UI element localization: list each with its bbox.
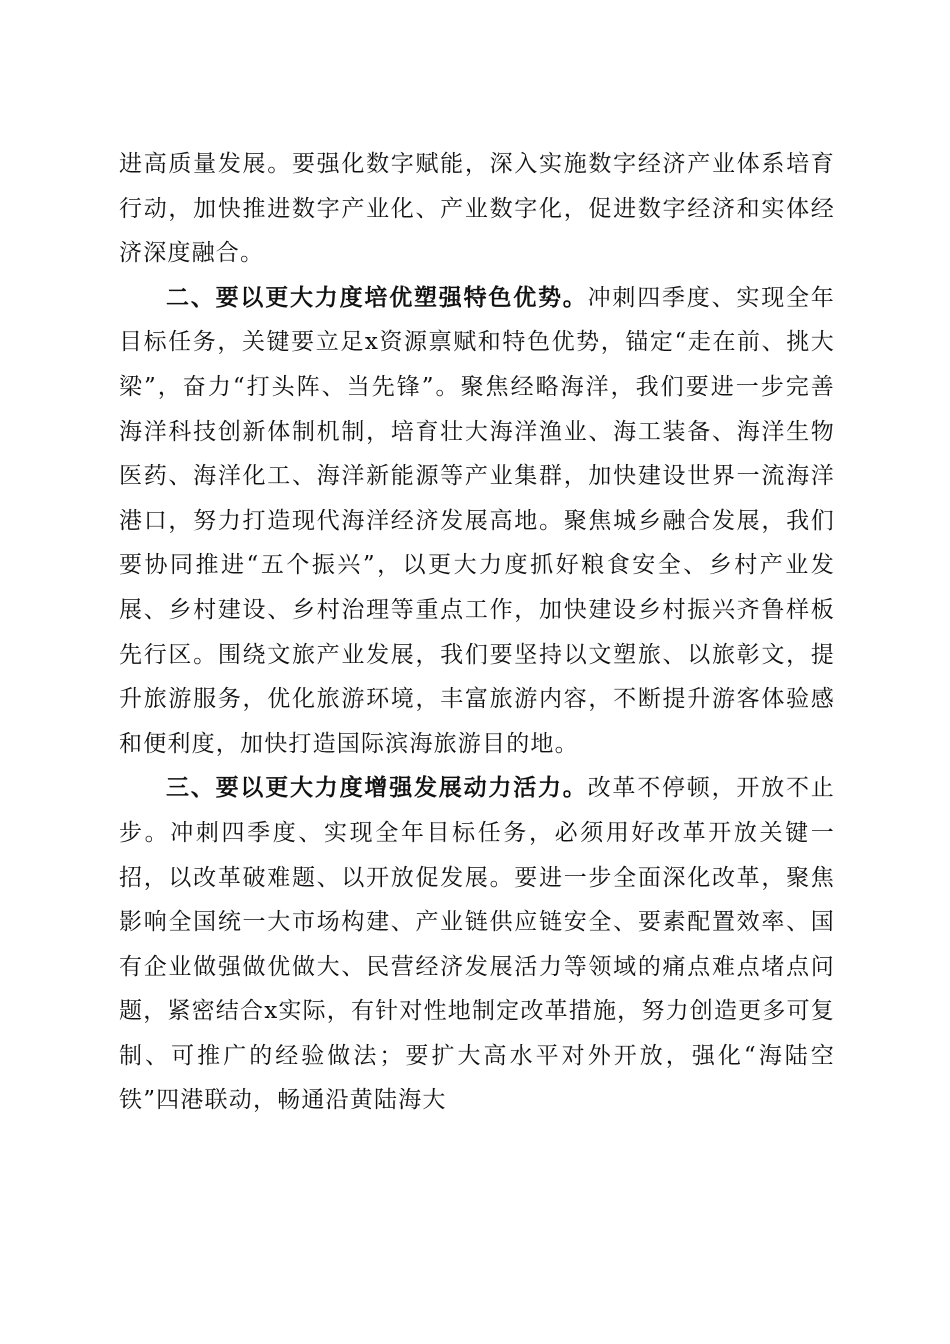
paragraph-section-three: [119, 766, 835, 1123]
document-body: [119, 142, 835, 1123]
paragraph-1-body: 进高质量发展。要强化数字赋能，深入实施数字经济产业体系培育行动，加快推进数字产业化、产业数字化，促进数字经济和实体经济深度融合。: [119, 151, 835, 267]
paragraph-3-body: 改革不停顿，开放不止步。冲刺四季度、实现全年目标任务，必须用好改革开放关键一招，以改革破难题、以开放促发展。要进一步全面深化改革，聚焦影响全国统一大市场构建、产业链供应链安全、要素配置效率、国有企业做强做优做大、民营经济发展活力等领域的痛点难点堵点问题，紧密结合x实际，有针对性地制定改革措施，努力创造更多可复制、可推广的经验做法；要扩大高水平对外开放，强化“海陆空铁”四港联动，畅通沿黄陆海大: [119, 775, 836, 1114]
paragraph-section-two: [119, 276, 835, 767]
paragraph-2-body: 冲刺四季度、实现全年目标任务，关键要立足x资源禀赋和特色优势，锚定“走在前、挑大梁”，奋力“打头阵、当先锋”。聚焦经略海洋，我们要进一步完善海洋科技创新体制机制，培育壮大海洋渔业、海工装备、海洋生物医药、海洋化工、海洋新能源等产业集群，加快建设世界一流海洋港口，努力打造现代海洋经济发展高地。聚焦城乡融合发展，我们要协同推进“五个振兴”，以更大力度抓好粮食安全、乡村产业发展、乡村建设、乡村治理等重点工作，加快建设乡村振兴齐鲁样板先行区。围绕文旅产业发展，我们要坚持以文塑旅、以旅彰文，提升旅游服务，优化旅游环境，丰富旅游内容，不断提升游客体验感和便利度，加快打造国际滨海旅游目的地。: [119, 284, 836, 757]
section-two-heading: 二、要以更大力度培优塑强特色优势。: [166, 284, 588, 311]
section-three-heading: 三、要以更大力度增强发展动力活力。: [166, 775, 588, 802]
paragraph-continuation: [119, 142, 835, 276]
